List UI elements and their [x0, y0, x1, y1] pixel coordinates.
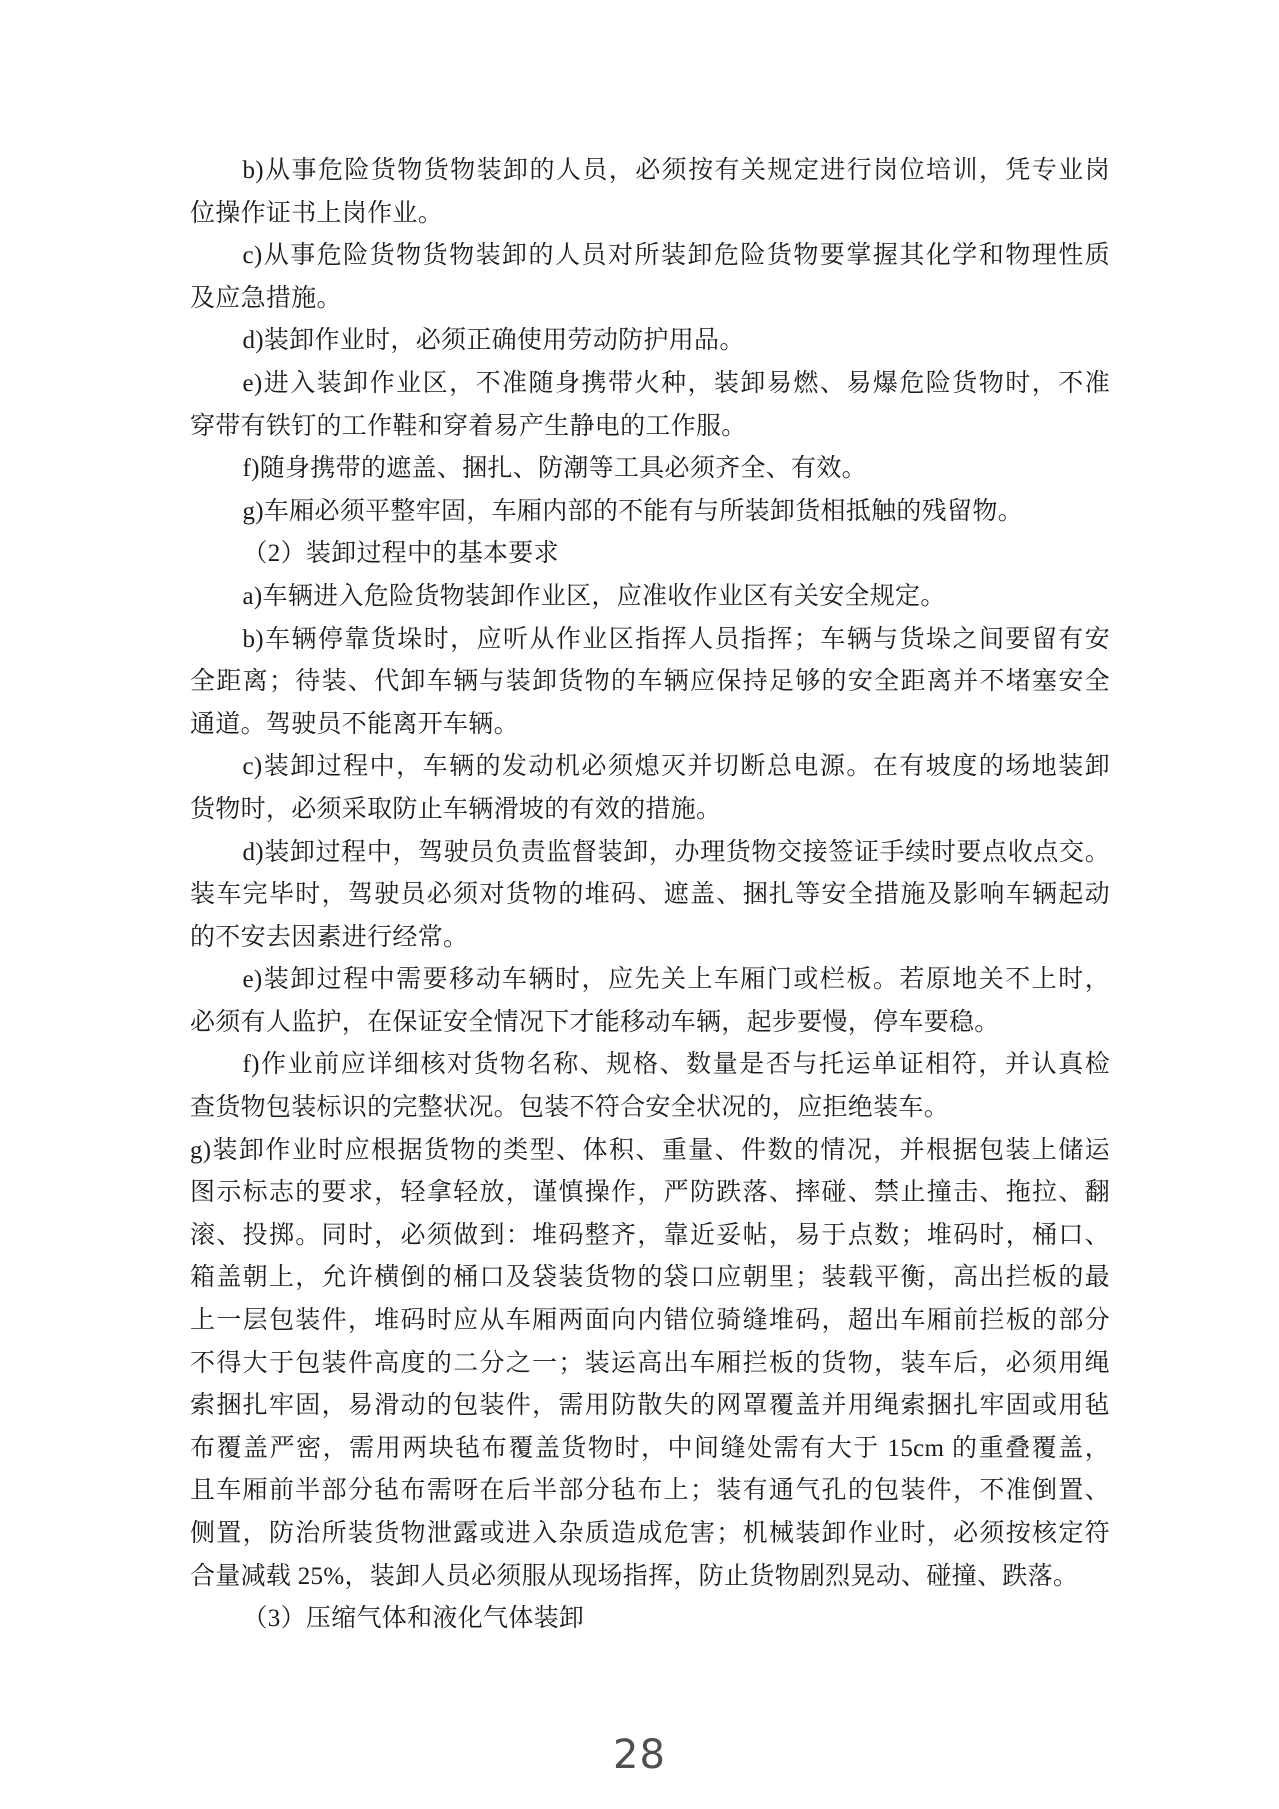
text-line: 必须有人监护，在保证安全情况下才能移动车辆，起步要慢，停车要稳。	[190, 1008, 1000, 1036]
text-line: 索捆扎牢固，易滑动的包装件，需用防散失的网罩覆盖并用绳索捆扎牢固或用毡	[190, 1392, 1110, 1420]
text-line: 查货物包装标识的完整状况。包装不符合安全状况的，应拒绝装车。	[190, 1094, 950, 1122]
text-line: 箱盖朝上，允许横倒的桶口及袋装货物的袋口应朝里；装载平衡，高出拦板的最	[190, 1264, 1110, 1292]
document-body	[190, 150, 1110, 1641]
text-line: 位操作证书上岗作业。	[190, 199, 444, 227]
text-line: g)装卸作业时应根据货物的类型、体积、重量、件数的情况，并根据包装上储运	[190, 1136, 1110, 1164]
text-line: 合量减载 25%，装卸人员必须服从现场指挥，防止货物剧烈晃动、碰撞、跌落。	[190, 1562, 1079, 1590]
text-line: 及应急措施。	[190, 284, 342, 312]
text-line: 装车完毕时，驾驶员必须对货物的堆码、遮盖、捆扎等安全措施及影响车辆起动	[190, 881, 1110, 909]
paragraph	[190, 150, 1110, 235]
text-line: c)从事危险货物货物装卸的人员对所装卸危险货物要掌握其化学和物理性质	[242, 242, 1110, 270]
text-line: f)随身携带的遮盖、捆扎、防潮等工具必须齐全、有效。	[242, 455, 867, 483]
paragraph	[190, 320, 1110, 363]
paragraph	[190, 746, 1110, 831]
text-line: d)装卸作业时，必须正确使用劳动防护用品。	[242, 327, 745, 355]
text-line: g)车厢必须平整牢固，车厢内部的不能有与所装卸货相抵触的残留物。	[242, 497, 1023, 525]
paragraph	[190, 832, 1110, 960]
paragraph	[190, 619, 1110, 747]
text-line: a)车辆进入危险货物装卸作业区，应准收作业区有关安全规定。	[242, 582, 946, 610]
text-line: f)作业前应详细核对货物名称、规格、数量是否与托运单证相符，并认真检	[242, 1051, 1110, 1079]
paragraph	[190, 1044, 1110, 1129]
text-line: b)从事危险货物货物装卸的人员，必须按有关规定进行岗位培训，凭专业岗	[242, 157, 1110, 184]
text-line: 侧置，防治所装货物泄露或进入杂质造成危害；机械装卸作业时，必须按核定符	[190, 1520, 1110, 1547]
page-number: 28	[613, 1732, 666, 1778]
text-line: 货物时，必须采取防止车辆滑坡的有效的措施。	[190, 795, 722, 823]
text-line: 的不安去因素进行经常。	[190, 923, 469, 951]
text-line: （2）装卸过程中的基本要求	[242, 540, 559, 568]
text-line: 通道。驾驶员不能离开车辆。	[190, 710, 519, 738]
text-line: 穿带有铁钉的工作鞋和穿着易产生静电的工作服。	[190, 412, 747, 440]
paragraph	[190, 1130, 1110, 1599]
text-line: 滚、投掷。同时，必须做到：堆码整齐，靠近妥帖，易于点数；堆码时，桶口、	[190, 1221, 1110, 1249]
text-line: e)装卸过程中需要移动车辆时，应先关上车厢门或栏板。若原地关不上时，	[242, 966, 1110, 994]
text-line: 布覆盖严密，需用两块毡布覆盖货物时，中间缝处需有大于 15cm 的重叠覆盖，	[190, 1434, 1110, 1462]
text-line: 图示标志的要求，轻拿轻放，谨慎操作，严防跌落、摔碰、禁止撞击、拖拉、翻	[190, 1179, 1110, 1207]
paragraph	[190, 533, 1110, 576]
paragraph	[190, 491, 1110, 534]
text-line: d)装卸过程中，驾驶员负责监督装卸，办理货物交接签证手续时要点收点交。	[242, 838, 1110, 866]
text-line: 且车厢前半部分毡布需呀在后半部分毡布上；装有通气孔的包装件，不准倒置、	[190, 1477, 1110, 1505]
text-line: b)车辆停靠货垛时，应听从作业区指挥人员指挥；车辆与货垛之间要留有安	[242, 625, 1110, 653]
text-line: e)进入装卸作业区，不准随身携带火种，装卸易燃、易爆危险货物时，不准	[242, 369, 1110, 397]
text-line: c)装卸过程中，车辆的发动机必须熄灭并切断总电源。在有坡度的场地装卸	[242, 753, 1110, 781]
paragraph	[190, 235, 1110, 320]
text-line: 不得大于包装件高度的二分之一；装运高出车厢拦板的货物，装车后，必须用绳	[190, 1349, 1110, 1377]
paragraph	[190, 959, 1110, 1044]
paragraph	[190, 363, 1110, 448]
text-line: （3）压缩气体和液化气体装卸	[242, 1605, 585, 1633]
text-line: 全距离；待装、代卸车辆与装卸货物的车辆应保持足够的安全距离并不堵塞安全	[190, 668, 1110, 696]
paragraph	[190, 448, 1110, 491]
paragraph	[190, 576, 1110, 619]
text-line: 上一层包装件，堆码时应从车厢两面向内错位骑缝堆码，超出车厢前拦板的部分	[190, 1307, 1110, 1335]
paragraph	[190, 1598, 1110, 1641]
